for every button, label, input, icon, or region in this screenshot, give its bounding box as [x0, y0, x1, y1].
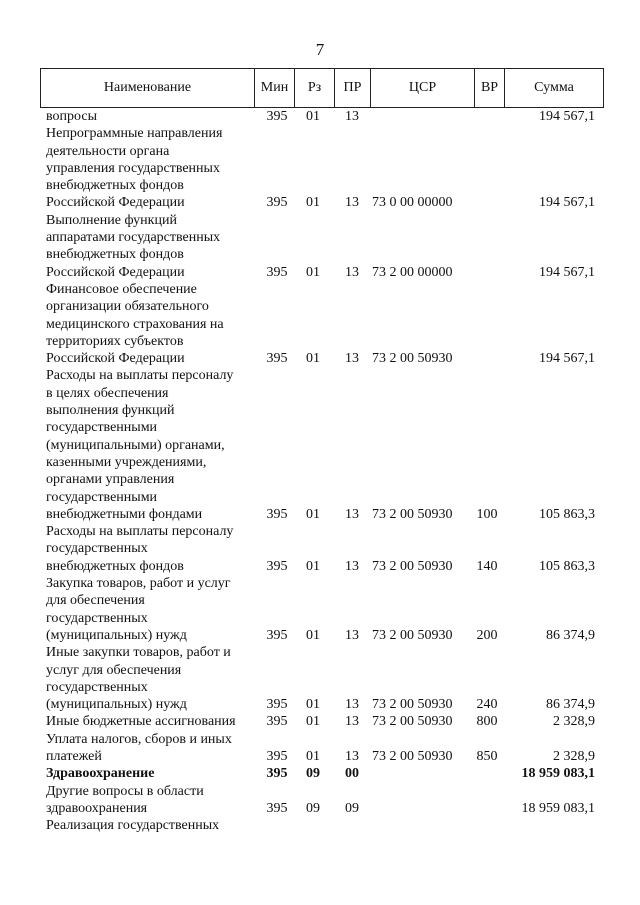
row-name-line: Непрограммные направления	[46, 126, 223, 142]
sum-cell: 2 328,9	[553, 714, 595, 730]
row-name-line: территориях субъектов	[46, 333, 184, 349]
row-name-line: Иные бюджетные ассигнования	[46, 714, 236, 730]
table-row	[0, 575, 640, 644]
row-name-line: Российской Федерации	[46, 351, 185, 367]
csr-cell: 73 2 00 50930	[372, 627, 453, 643]
csr-cell: 73 2 00 50930	[372, 558, 453, 574]
rz-cell: 01	[306, 748, 320, 764]
csr-cell: 73 2 00 50930	[372, 697, 453, 713]
vr-cell: 800	[476, 714, 498, 730]
row-name-line: Российской Федерации	[46, 264, 185, 280]
pr-cell: 13	[345, 627, 359, 643]
row-name-line: Выполнение функций	[46, 212, 177, 228]
sum-cell: 86 374,9	[546, 697, 595, 713]
row-name	[46, 817, 246, 834]
header-sum: Сумма	[534, 80, 574, 95]
row-name-line: государственными	[46, 489, 158, 505]
row-name-line: Расходы на выплаты персоналу	[46, 368, 234, 384]
table-row	[0, 644, 640, 713]
csr-cell: 73 2 00 50930	[372, 748, 453, 764]
table-row	[0, 108, 640, 125]
pr-cell: 13	[345, 506, 359, 522]
min-cell: 395	[266, 506, 288, 522]
row-name-line: платежей	[46, 748, 102, 764]
row-name	[46, 281, 246, 367]
row-name-line: Реализация государственных	[46, 818, 220, 834]
row-name	[46, 713, 246, 730]
row-name-line: государственных	[46, 610, 148, 626]
sum-cell: 194 567,1	[539, 195, 595, 211]
row-name-line: управления государственных	[46, 160, 220, 176]
row-name-line: для обеспечения	[46, 593, 145, 609]
min-cell: 395	[266, 800, 288, 816]
min-cell: 395	[266, 714, 288, 730]
table-row	[0, 713, 640, 730]
rz-cell: 01	[306, 195, 320, 211]
header-vr: ВР	[475, 69, 505, 107]
header-min: Мин	[255, 69, 295, 107]
row-name-line: внебюджетных фондов	[46, 178, 184, 194]
row-name	[46, 212, 246, 281]
table-row	[0, 281, 640, 367]
row-name	[46, 575, 246, 644]
row-name-line: Здравоохранение	[46, 766, 155, 782]
row-name	[46, 765, 246, 782]
vr-cell: 100	[476, 506, 498, 522]
row-name	[46, 731, 246, 766]
vr-cell: 240	[476, 697, 498, 713]
table-row	[0, 817, 640, 834]
table-row	[0, 765, 640, 782]
row-name-line: внебюджетными фондами	[46, 506, 203, 522]
row-name-line: государственными	[46, 420, 158, 436]
pr-cell: 00	[345, 766, 359, 782]
row-name-line: Иные закупки товаров, работ и	[46, 645, 231, 661]
csr-cell: 73 2 00 50930	[372, 351, 453, 367]
table-body	[0, 108, 640, 834]
row-name-line: деятельности органа	[46, 143, 170, 159]
sum-cell: 194 567,1	[539, 264, 595, 280]
row-name-line: Уплата налогов, сборов и иных	[46, 731, 232, 747]
rz-cell: 01	[306, 558, 320, 574]
row-name-line: (муниципальных) нужд	[46, 697, 187, 713]
min-cell: 395	[266, 109, 288, 124]
pr-cell: 13	[345, 195, 359, 211]
row-name-line: Другие вопросы в области	[46, 783, 204, 799]
row-name-line: Финансовое обеспечение	[46, 281, 197, 297]
min-cell: 395	[266, 627, 288, 643]
row-name	[46, 783, 246, 818]
sum-cell: 105 863,3	[539, 506, 595, 522]
min-cell: 395	[266, 748, 288, 764]
row-name-line: внебюджетных фондов	[46, 247, 184, 263]
row-name-line: органами управления	[46, 472, 175, 488]
table-row	[0, 212, 640, 281]
rz-cell: 01	[306, 109, 320, 124]
pr-cell: 13	[345, 714, 359, 730]
row-name-line: (муниципальных) нужд	[46, 627, 187, 643]
rz-cell: 01	[306, 264, 320, 280]
row-name-line: вопросы	[46, 109, 97, 124]
header-csr: ЦСР	[371, 69, 475, 107]
row-name-line: Закупка товаров, работ и услуг	[46, 576, 231, 592]
min-cell: 395	[266, 351, 288, 367]
csr-cell: 73 2 00 50930	[372, 506, 453, 522]
row-name-line: выполнения функций	[46, 403, 175, 419]
sum-cell: 194 567,1	[539, 351, 595, 367]
min-cell: 395	[266, 264, 288, 280]
row-name-line: аппаратами государственных	[46, 230, 221, 246]
row-name-line: Расходы на выплаты персоналу	[46, 524, 234, 540]
pr-cell: 13	[345, 109, 359, 124]
vr-cell: 850	[476, 748, 498, 764]
row-name	[46, 644, 246, 713]
pr-cell: 09	[345, 800, 359, 816]
csr-cell: 73 0 00 00000	[372, 195, 453, 211]
vr-cell: 200	[476, 627, 498, 643]
row-name	[46, 108, 246, 125]
row-name-line: Российской Федерации	[46, 195, 185, 211]
row-name-line: услуг для обеспечения	[46, 662, 182, 678]
row-name-line: внебюджетных фондов	[46, 558, 184, 574]
sum-cell: 18 959 083,1	[521, 800, 595, 816]
sum-cell: 105 863,3	[539, 558, 595, 574]
table-header	[40, 68, 604, 108]
row-name-line: государственных	[46, 679, 148, 695]
sum-cell: 2 328,9	[553, 748, 595, 764]
table-row	[0, 783, 640, 818]
pr-cell: 13	[345, 697, 359, 713]
sum-cell: 194 567,1	[539, 109, 595, 124]
min-cell: 395	[266, 766, 288, 782]
csr-cell: 73 2 00 50930	[372, 714, 453, 730]
row-name-line: (муниципальными) органами,	[46, 437, 225, 453]
sum-cell: 18 959 083,1	[521, 766, 595, 782]
row-name-line: казенными учреждениями,	[46, 454, 207, 470]
table-row	[0, 523, 640, 575]
row-name-line: медицинского страхования на	[46, 316, 224, 332]
row-name-line: здравоохранения	[46, 800, 148, 816]
header-rz: Рз	[295, 69, 335, 107]
rz-cell: 01	[306, 506, 320, 522]
page-number: 7	[315, 40, 325, 59]
row-name-line: в целях обеспечения	[46, 385, 169, 401]
table-row	[0, 125, 640, 211]
rz-cell: 01	[306, 714, 320, 730]
row-name	[46, 125, 246, 211]
min-cell: 395	[266, 558, 288, 574]
rz-cell: 09	[306, 800, 320, 816]
min-cell: 395	[266, 195, 288, 211]
csr-cell: 73 2 00 00000	[372, 264, 453, 280]
sum-cell: 86 374,9	[546, 627, 595, 643]
pr-cell: 13	[345, 264, 359, 280]
rz-cell: 09	[306, 766, 320, 782]
min-cell: 395	[266, 697, 288, 713]
header-name: Наименование	[41, 69, 255, 107]
row-name	[46, 367, 246, 523]
row-name-line: государственных	[46, 541, 148, 557]
pr-cell: 13	[345, 748, 359, 764]
vr-cell: 140	[476, 558, 498, 574]
header-pr: ПР	[335, 69, 371, 107]
table-row	[0, 731, 640, 766]
rz-cell: 01	[306, 697, 320, 713]
pr-cell: 13	[345, 351, 359, 367]
row-name	[46, 523, 246, 575]
row-name-line: организации обязательного	[46, 299, 209, 315]
rz-cell: 01	[306, 351, 320, 367]
pr-cell: 13	[345, 558, 359, 574]
table-row	[0, 367, 640, 523]
rz-cell: 01	[306, 627, 320, 643]
